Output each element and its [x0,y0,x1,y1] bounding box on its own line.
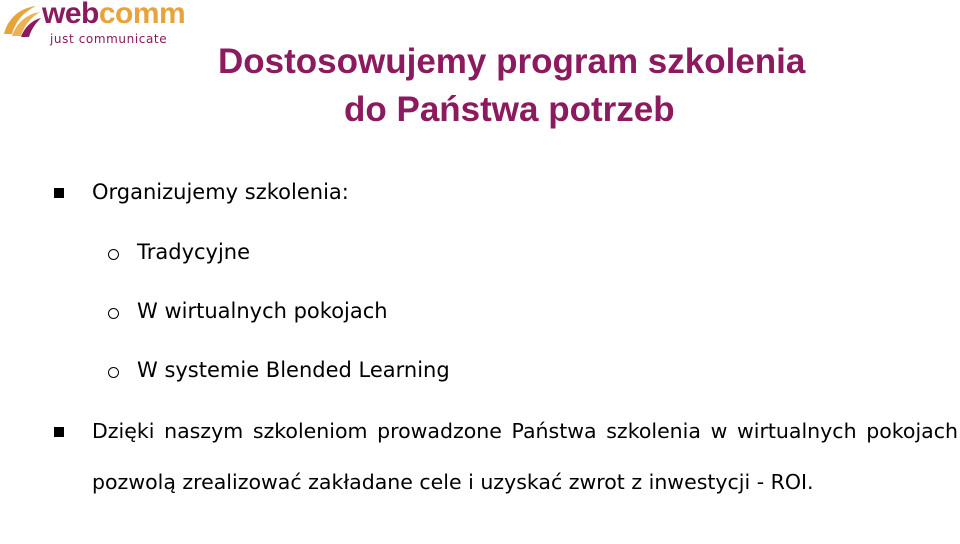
list-item-virtual-rooms: W wirtualnych pokojach [137,299,388,323]
slide-title-line-1: Dostosowujemy program szkolenia [218,42,806,81]
logo-swoosh-icon [2,4,42,40]
logo-comm-text: comm [98,0,186,30]
circle-bullet-icon [108,249,119,260]
roi-paragraph: Dzięki naszym szkoleniom prowadzone Państwa szkolenia w wirtualnych pokojach pozwolą zrealizować zakładane cele i uzyskać zwrot z inwestycji - ROI. [92,419,958,494]
logo-tagline: just communicate [50,32,168,46]
circle-bullet-icon [108,367,119,378]
logo-web-text: web [42,0,99,30]
slide-title [0,38,960,134]
square-bullet-icon [54,188,64,198]
training-types-heading: Organizujemy szkolenia: [92,180,349,204]
list-item-blended-learning: W systemie Blended Learning [137,358,450,382]
logo-wordmark [42,0,185,29]
circle-bullet-icon [108,308,119,319]
list-item-traditional: Tradycyjne [137,240,251,264]
square-bullet-icon [54,427,64,437]
slide-title-line-2: do Państwa potrzeb [344,90,675,129]
